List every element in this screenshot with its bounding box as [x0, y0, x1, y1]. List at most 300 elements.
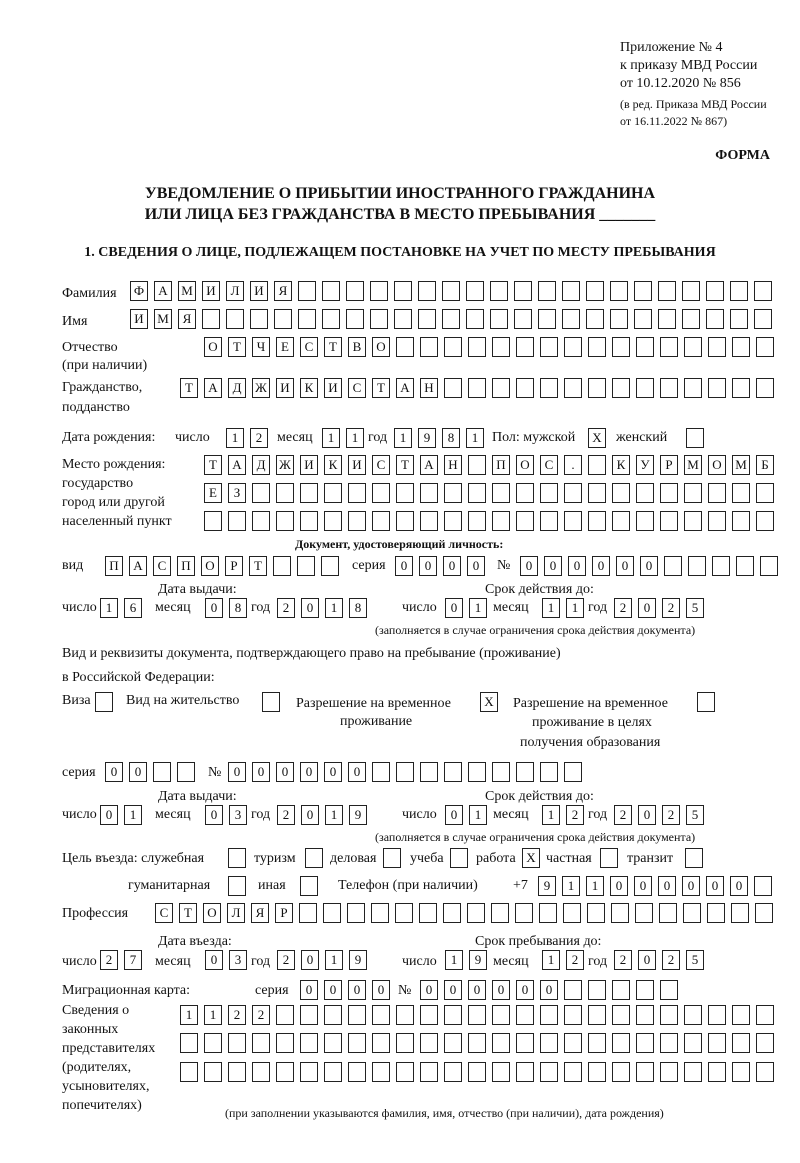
- name-cell[interactable]: Я: [178, 309, 196, 329]
- profession-cell[interactable]: [755, 903, 773, 923]
- doc-issue-year-cell[interactable]: 2: [277, 598, 295, 618]
- birthplace3-cell[interactable]: [420, 511, 438, 531]
- doc-valid-year-cell[interactable]: 0: [638, 598, 656, 618]
- rep3-cell[interactable]: [492, 1062, 510, 1082]
- doc-kind-cell[interactable]: Р: [225, 556, 243, 576]
- rep2-cell[interactable]: [228, 1033, 246, 1053]
- birthplace2-cell[interactable]: [636, 483, 654, 503]
- rep1-cell[interactable]: [420, 1005, 438, 1025]
- name-cell[interactable]: [370, 309, 388, 329]
- surname-cell[interactable]: [634, 281, 652, 301]
- rep3-cell[interactable]: [564, 1062, 582, 1082]
- patronymic-cell[interactable]: Т: [324, 337, 342, 357]
- doc-kind-cell[interactable]: А: [129, 556, 147, 576]
- sex-male-cell[interactable]: X: [588, 428, 606, 448]
- phone-cell[interactable]: 0: [634, 876, 652, 896]
- birthplace3-cell[interactable]: [660, 511, 678, 531]
- permit-valid-month-cell[interactable]: 1: [542, 805, 560, 825]
- birthplace2-cell[interactable]: [732, 483, 750, 503]
- profession-cell[interactable]: [323, 903, 341, 923]
- patronymic-cell[interactable]: [420, 337, 438, 357]
- rep2-cell[interactable]: [540, 1033, 558, 1053]
- name-cell[interactable]: [226, 309, 244, 329]
- name-cell[interactable]: И: [130, 309, 148, 329]
- rep2-cell[interactable]: [756, 1033, 774, 1053]
- permit-number-cell[interactable]: 0: [276, 762, 294, 782]
- birthplace3-cell[interactable]: [540, 511, 558, 531]
- rep2-cell[interactable]: [444, 1033, 462, 1053]
- rep3-cell[interactable]: [204, 1062, 222, 1082]
- rep2-cell[interactable]: [636, 1033, 654, 1053]
- rep2-cell[interactable]: [204, 1033, 222, 1053]
- patronymic-cell[interactable]: [444, 337, 462, 357]
- birthplace1-cell[interactable]: А: [420, 455, 438, 475]
- residence-cell[interactable]: [262, 692, 280, 712]
- name-cell[interactable]: [418, 309, 436, 329]
- doc-number-cell[interactable]: [688, 556, 706, 576]
- name-cell[interactable]: [586, 309, 604, 329]
- doc-issue-month-cell[interactable]: 8: [229, 598, 247, 618]
- patronymic-cell[interactable]: Т: [228, 337, 246, 357]
- rep2-cell[interactable]: [180, 1033, 198, 1053]
- birthplace2-cell[interactable]: [444, 483, 462, 503]
- birthplace3-cell[interactable]: [444, 511, 462, 531]
- rep2-cell[interactable]: [588, 1033, 606, 1053]
- patronymic-cell[interactable]: В: [348, 337, 366, 357]
- doc-series-cell[interactable]: 0: [467, 556, 485, 576]
- birthplace3-cell[interactable]: [228, 511, 246, 531]
- rep3-cell[interactable]: [684, 1062, 702, 1082]
- surname-cell[interactable]: Я: [274, 281, 292, 301]
- birthplace3-cell[interactable]: [324, 511, 342, 531]
- patronymic-cell[interactable]: Е: [276, 337, 294, 357]
- citizenship-cell[interactable]: [444, 378, 462, 398]
- rep1-cell[interactable]: [324, 1005, 342, 1025]
- rep1-cell[interactable]: [468, 1005, 486, 1025]
- permit-valid-day-cell[interactable]: 1: [469, 805, 487, 825]
- birthplace2-cell[interactable]: [492, 483, 510, 503]
- birthplace2-cell[interactable]: [468, 483, 486, 503]
- profession-cell[interactable]: [419, 903, 437, 923]
- surname-cell[interactable]: [586, 281, 604, 301]
- birthplace1-cell[interactable]: П: [492, 455, 510, 475]
- phone-cell[interactable]: 0: [682, 876, 700, 896]
- name-cell[interactable]: [250, 309, 268, 329]
- birthplace3-cell[interactable]: [204, 511, 222, 531]
- birth-day-cell[interactable]: 1: [226, 428, 244, 448]
- mc-number-cell[interactable]: 0: [420, 980, 438, 1000]
- birthplace2-cell[interactable]: [540, 483, 558, 503]
- rep2-cell[interactable]: [420, 1033, 438, 1053]
- mc-series-cell[interactable]: 0: [324, 980, 342, 1000]
- name-cell[interactable]: [634, 309, 652, 329]
- birthplace2-cell[interactable]: Е: [204, 483, 222, 503]
- birthplace3-cell[interactable]: [564, 511, 582, 531]
- patronymic-cell[interactable]: Ч: [252, 337, 270, 357]
- rep1-cell[interactable]: [708, 1005, 726, 1025]
- rep3-cell[interactable]: [540, 1062, 558, 1082]
- name-cell[interactable]: [562, 309, 580, 329]
- rep2-cell[interactable]: [660, 1033, 678, 1053]
- permit-issue-year-cell[interactable]: 2: [277, 805, 295, 825]
- doc-valid-day-cell[interactable]: 1: [469, 598, 487, 618]
- mc-number-cell[interactable]: [564, 980, 582, 1000]
- permit-series-cell[interactable]: [177, 762, 195, 782]
- phone-cell[interactable]: 0: [730, 876, 748, 896]
- birth-year-cell[interactable]: 8: [442, 428, 460, 448]
- phone-cell[interactable]: 0: [610, 876, 628, 896]
- name-cell[interactable]: [754, 309, 772, 329]
- permit-number-cell[interactable]: 0: [300, 762, 318, 782]
- rep3-cell[interactable]: [180, 1062, 198, 1082]
- citizenship-cell[interactable]: [540, 378, 558, 398]
- stay-year-cell[interactable]: 2: [614, 950, 632, 970]
- birthplace3-cell[interactable]: [516, 511, 534, 531]
- mc-series-cell[interactable]: 0: [372, 980, 390, 1000]
- surname-cell[interactable]: И: [202, 281, 220, 301]
- birthplace1-cell[interactable]: О: [708, 455, 726, 475]
- citizenship-cell[interactable]: [756, 378, 774, 398]
- rep2-cell[interactable]: [708, 1033, 726, 1053]
- citizenship-cell[interactable]: [588, 378, 606, 398]
- birthplace2-cell[interactable]: [684, 483, 702, 503]
- birthplace3-cell[interactable]: [732, 511, 750, 531]
- mc-number-cell[interactable]: 0: [540, 980, 558, 1000]
- birthplace2-cell[interactable]: [588, 483, 606, 503]
- surname-cell[interactable]: [442, 281, 460, 301]
- rep2-cell[interactable]: [732, 1033, 750, 1053]
- permit-number-cell[interactable]: [444, 762, 462, 782]
- profession-cell[interactable]: Р: [275, 903, 293, 923]
- birthplace3-cell[interactable]: [708, 511, 726, 531]
- patronymic-cell[interactable]: [492, 337, 510, 357]
- patronymic-cell[interactable]: [468, 337, 486, 357]
- surname-cell[interactable]: [322, 281, 340, 301]
- birthplace3-cell[interactable]: [348, 511, 366, 531]
- birthplace1-cell[interactable]: У: [636, 455, 654, 475]
- rep3-cell[interactable]: [756, 1062, 774, 1082]
- permit-issue-year-cell[interactable]: 9: [349, 805, 367, 825]
- surname-cell[interactable]: [418, 281, 436, 301]
- permit-issue-month-cell[interactable]: 0: [205, 805, 223, 825]
- name-cell[interactable]: [298, 309, 316, 329]
- name-cell[interactable]: [658, 309, 676, 329]
- surname-cell[interactable]: [394, 281, 412, 301]
- surname-cell[interactable]: [466, 281, 484, 301]
- purpose-humanitarian-cell[interactable]: [228, 876, 246, 896]
- rep1-cell[interactable]: [732, 1005, 750, 1025]
- visa-cell[interactable]: [95, 692, 113, 712]
- citizenship-cell[interactable]: С: [348, 378, 366, 398]
- name-cell[interactable]: [346, 309, 364, 329]
- doc-valid-day-cell[interactable]: 0: [445, 598, 463, 618]
- patronymic-cell[interactable]: [564, 337, 582, 357]
- citizenship-cell[interactable]: А: [204, 378, 222, 398]
- name-cell[interactable]: [730, 309, 748, 329]
- rep2-cell[interactable]: [348, 1033, 366, 1053]
- purpose-work-cell[interactable]: X: [522, 848, 540, 868]
- entry-year-cell[interactable]: 0: [301, 950, 319, 970]
- rep1-cell[interactable]: [588, 1005, 606, 1025]
- name-cell[interactable]: [322, 309, 340, 329]
- surname-cell[interactable]: [514, 281, 532, 301]
- phone-cell[interactable]: 0: [658, 876, 676, 896]
- permit-issue-day-cell[interactable]: 1: [124, 805, 142, 825]
- rep2-cell[interactable]: [612, 1033, 630, 1053]
- permit-issue-year-cell[interactable]: 1: [325, 805, 343, 825]
- birthplace2-cell[interactable]: [420, 483, 438, 503]
- rep2-cell[interactable]: [516, 1033, 534, 1053]
- birth-year-cell[interactable]: 9: [418, 428, 436, 448]
- surname-cell[interactable]: [730, 281, 748, 301]
- stay-year-cell[interactable]: 2: [662, 950, 680, 970]
- permit-number-cell[interactable]: [540, 762, 558, 782]
- surname-cell[interactable]: М: [178, 281, 196, 301]
- birthplace1-cell[interactable]: Б: [756, 455, 774, 475]
- profession-cell[interactable]: [539, 903, 557, 923]
- profession-cell[interactable]: [491, 903, 509, 923]
- birthplace1-cell[interactable]: О: [516, 455, 534, 475]
- permit-issue-day-cell[interactable]: 0: [100, 805, 118, 825]
- rep1-cell[interactable]: 2: [252, 1005, 270, 1025]
- permit-valid-month-cell[interactable]: 2: [566, 805, 584, 825]
- rep2-cell[interactable]: [684, 1033, 702, 1053]
- name-cell[interactable]: [514, 309, 532, 329]
- rep2-cell[interactable]: [300, 1033, 318, 1053]
- birthplace2-cell[interactable]: [300, 483, 318, 503]
- profession-cell[interactable]: [659, 903, 677, 923]
- birthplace3-cell[interactable]: [612, 511, 630, 531]
- rep3-cell[interactable]: [324, 1062, 342, 1082]
- purpose-official-cell[interactable]: [228, 848, 246, 868]
- rep1-cell[interactable]: 1: [180, 1005, 198, 1025]
- rep3-cell[interactable]: [516, 1062, 534, 1082]
- doc-kind-cell[interactable]: П: [105, 556, 123, 576]
- birthplace1-cell[interactable]: [588, 455, 606, 475]
- mc-number-cell[interactable]: 0: [444, 980, 462, 1000]
- permit-valid-year-cell[interactable]: 0: [638, 805, 656, 825]
- entry-month-cell[interactable]: 3: [229, 950, 247, 970]
- doc-number-cell[interactable]: [712, 556, 730, 576]
- permit-number-cell[interactable]: 0: [324, 762, 342, 782]
- citizenship-cell[interactable]: [612, 378, 630, 398]
- profession-cell[interactable]: С: [155, 903, 173, 923]
- birthplace1-cell[interactable]: М: [732, 455, 750, 475]
- rep3-cell[interactable]: [372, 1062, 390, 1082]
- rep2-cell[interactable]: [252, 1033, 270, 1053]
- stay-day-cell[interactable]: 1: [445, 950, 463, 970]
- patronymic-cell[interactable]: [756, 337, 774, 357]
- rep3-cell[interactable]: [300, 1062, 318, 1082]
- rep3-cell[interactable]: [348, 1062, 366, 1082]
- doc-number-cell[interactable]: [664, 556, 682, 576]
- entry-year-cell[interactable]: 1: [325, 950, 343, 970]
- rep2-cell[interactable]: [324, 1033, 342, 1053]
- doc-kind-cell[interactable]: О: [201, 556, 219, 576]
- entry-day-cell[interactable]: 7: [124, 950, 142, 970]
- profession-cell[interactable]: [395, 903, 413, 923]
- birthplace1-cell[interactable]: Н: [444, 455, 462, 475]
- rep3-cell[interactable]: [276, 1062, 294, 1082]
- birthplace1-cell[interactable]: М: [684, 455, 702, 475]
- surname-cell[interactable]: А: [154, 281, 172, 301]
- profession-cell[interactable]: [443, 903, 461, 923]
- rep1-cell[interactable]: [492, 1005, 510, 1025]
- mc-number-cell[interactable]: [612, 980, 630, 1000]
- birth-month-cell[interactable]: 1: [322, 428, 340, 448]
- birthplace2-cell[interactable]: [252, 483, 270, 503]
- doc-valid-month-cell[interactable]: 1: [542, 598, 560, 618]
- birthplace2-cell[interactable]: [372, 483, 390, 503]
- birthplace3-cell[interactable]: [588, 511, 606, 531]
- stay-month-cell[interactable]: 2: [566, 950, 584, 970]
- surname-cell[interactable]: Ф: [130, 281, 148, 301]
- doc-number-cell[interactable]: 0: [640, 556, 658, 576]
- surname-cell[interactable]: [346, 281, 364, 301]
- rep3-cell[interactable]: [588, 1062, 606, 1082]
- purpose-tourism-cell[interactable]: [305, 848, 323, 868]
- birthplace2-cell[interactable]: [324, 483, 342, 503]
- rep2-cell[interactable]: [372, 1033, 390, 1053]
- birthplace2-cell[interactable]: З: [228, 483, 246, 503]
- rep1-cell[interactable]: [540, 1005, 558, 1025]
- birthplace2-cell[interactable]: [516, 483, 534, 503]
- permit-number-cell[interactable]: 0: [348, 762, 366, 782]
- birthplace1-cell[interactable]: И: [348, 455, 366, 475]
- doc-series-cell[interactable]: 0: [443, 556, 461, 576]
- purpose-transit-cell[interactable]: [685, 848, 703, 868]
- mc-number-cell[interactable]: 0: [468, 980, 486, 1000]
- profession-cell[interactable]: [371, 903, 389, 923]
- surname-cell[interactable]: [538, 281, 556, 301]
- phone-cell[interactable]: 9: [538, 876, 556, 896]
- profession-cell[interactable]: [563, 903, 581, 923]
- surname-cell[interactable]: [706, 281, 724, 301]
- entry-year-cell[interactable]: 9: [349, 950, 367, 970]
- phone-cell[interactable]: [754, 876, 772, 896]
- birthplace2-cell[interactable]: [396, 483, 414, 503]
- rep3-cell[interactable]: [708, 1062, 726, 1082]
- birthplace3-cell[interactable]: [300, 511, 318, 531]
- doc-kind-cell[interactable]: [321, 556, 339, 576]
- rep3-cell[interactable]: [612, 1062, 630, 1082]
- birthplace3-cell[interactable]: [396, 511, 414, 531]
- mc-number-cell[interactable]: 0: [492, 980, 510, 1000]
- birthplace1-cell[interactable]: К: [612, 455, 630, 475]
- profession-cell[interactable]: [683, 903, 701, 923]
- birthplace3-cell[interactable]: [684, 511, 702, 531]
- rep2-cell[interactable]: [396, 1033, 414, 1053]
- doc-kind-cell[interactable]: П: [177, 556, 195, 576]
- permit-issue-month-cell[interactable]: 3: [229, 805, 247, 825]
- name-cell[interactable]: [490, 309, 508, 329]
- citizenship-cell[interactable]: [684, 378, 702, 398]
- profession-cell[interactable]: [467, 903, 485, 923]
- profession-cell[interactable]: О: [203, 903, 221, 923]
- patronymic-cell[interactable]: [660, 337, 678, 357]
- birthplace3-cell[interactable]: [756, 511, 774, 531]
- citizenship-cell[interactable]: Д: [228, 378, 246, 398]
- name-cell[interactable]: [442, 309, 460, 329]
- rep2-cell[interactable]: [492, 1033, 510, 1053]
- citizenship-cell[interactable]: И: [276, 378, 294, 398]
- name-cell[interactable]: [202, 309, 220, 329]
- citizenship-cell[interactable]: [468, 378, 486, 398]
- citizenship-cell[interactable]: [564, 378, 582, 398]
- name-cell[interactable]: М: [154, 309, 172, 329]
- doc-number-cell[interactable]: 0: [520, 556, 538, 576]
- name-cell[interactable]: [466, 309, 484, 329]
- birth-year-cell[interactable]: 1: [466, 428, 484, 448]
- stay-month-cell[interactable]: 1: [542, 950, 560, 970]
- permit-valid-day-cell[interactable]: 0: [445, 805, 463, 825]
- permit-number-cell[interactable]: [396, 762, 414, 782]
- patronymic-cell[interactable]: [684, 337, 702, 357]
- surname-cell[interactable]: [610, 281, 628, 301]
- permit-number-cell[interactable]: [468, 762, 486, 782]
- doc-number-cell[interactable]: [736, 556, 754, 576]
- citizenship-cell[interactable]: И: [324, 378, 342, 398]
- entry-month-cell[interactable]: 0: [205, 950, 223, 970]
- surname-cell[interactable]: [658, 281, 676, 301]
- surname-cell[interactable]: [754, 281, 772, 301]
- rep1-cell[interactable]: [444, 1005, 462, 1025]
- birthplace1-cell[interactable]: К: [324, 455, 342, 475]
- citizenship-cell[interactable]: [708, 378, 726, 398]
- doc-kind-cell[interactable]: [297, 556, 315, 576]
- doc-number-cell[interactable]: 0: [616, 556, 634, 576]
- birthplace1-cell[interactable]: [468, 455, 486, 475]
- profession-cell[interactable]: [347, 903, 365, 923]
- rep1-cell[interactable]: 2: [228, 1005, 246, 1025]
- profession-cell[interactable]: [707, 903, 725, 923]
- stay-year-cell[interactable]: 5: [686, 950, 704, 970]
- rep3-cell[interactable]: [660, 1062, 678, 1082]
- rep3-cell[interactable]: [420, 1062, 438, 1082]
- rep2-cell[interactable]: [564, 1033, 582, 1053]
- permit-number-cell[interactable]: [516, 762, 534, 782]
- purpose-business-cell[interactable]: [383, 848, 401, 868]
- profession-cell[interactable]: [515, 903, 533, 923]
- permit-valid-year-cell[interactable]: 2: [614, 805, 632, 825]
- rep1-cell[interactable]: [660, 1005, 678, 1025]
- birthplace3-cell[interactable]: [252, 511, 270, 531]
- rep3-cell[interactable]: [444, 1062, 462, 1082]
- rep1-cell[interactable]: 1: [204, 1005, 222, 1025]
- mc-number-cell[interactable]: [660, 980, 678, 1000]
- profession-cell[interactable]: [587, 903, 605, 923]
- citizenship-cell[interactable]: [516, 378, 534, 398]
- birthplace2-cell[interactable]: [276, 483, 294, 503]
- stay-day-cell[interactable]: 9: [469, 950, 487, 970]
- stay-year-cell[interactable]: 0: [638, 950, 656, 970]
- birthplace2-cell[interactable]: [660, 483, 678, 503]
- purpose-study-cell[interactable]: [450, 848, 468, 868]
- doc-kind-cell[interactable]: Т: [249, 556, 267, 576]
- citizenship-cell[interactable]: Н: [420, 378, 438, 398]
- doc-issue-day-cell[interactable]: 1: [100, 598, 118, 618]
- phone-cell[interactable]: 1: [562, 876, 580, 896]
- doc-issue-day-cell[interactable]: 6: [124, 598, 142, 618]
- rep1-cell[interactable]: [396, 1005, 414, 1025]
- permit-number-cell[interactable]: [372, 762, 390, 782]
- doc-kind-cell[interactable]: С: [153, 556, 171, 576]
- surname-cell[interactable]: [298, 281, 316, 301]
- phone-cell[interactable]: 1: [586, 876, 604, 896]
- birthplace1-cell[interactable]: .: [564, 455, 582, 475]
- rep1-cell[interactable]: [756, 1005, 774, 1025]
- citizenship-cell[interactable]: Т: [372, 378, 390, 398]
